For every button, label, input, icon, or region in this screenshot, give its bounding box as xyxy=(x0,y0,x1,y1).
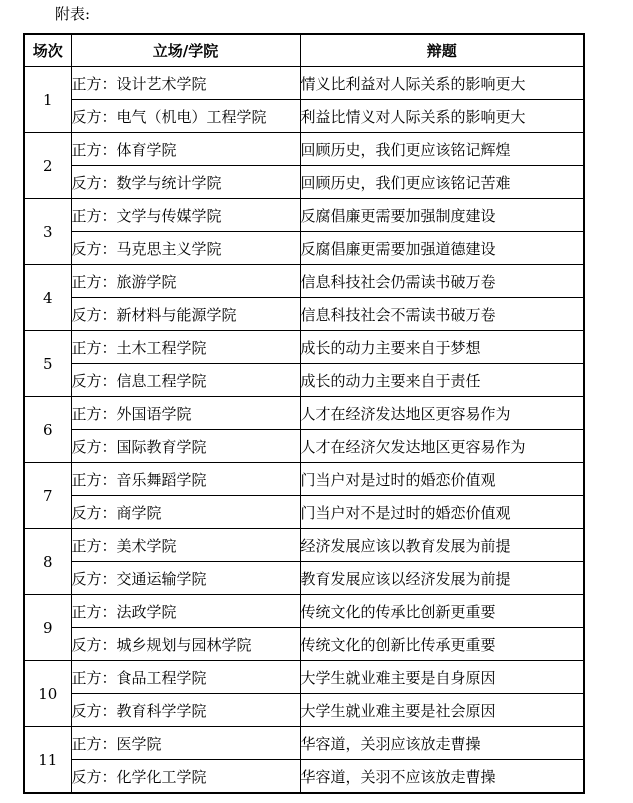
table-row xyxy=(24,595,584,628)
debate-topic-cell: 传统文化的传承比创新更重要 xyxy=(300,595,584,628)
debate-schedule-table xyxy=(23,33,585,794)
session-number-cell: 7 xyxy=(24,463,71,529)
position-college-cell: 正方：土木工程学院 xyxy=(71,331,300,364)
table-row xyxy=(24,232,584,265)
debate-topic-cell: 华容道，关羽不应该放走曹操 xyxy=(300,760,584,794)
table-row xyxy=(24,628,584,661)
position-college-cell: 正方：音乐舞蹈学院 xyxy=(71,463,300,496)
session-number-cell: 1 xyxy=(24,67,71,133)
table-row xyxy=(24,397,584,430)
table-row xyxy=(24,166,584,199)
position-college-cell: 反方：电气（机电）工程学院 xyxy=(71,100,300,133)
position-college-cell: 反方：信息工程学院 xyxy=(71,364,300,397)
table-row xyxy=(24,67,584,100)
position-college-cell: 反方：交通运输学院 xyxy=(71,562,300,595)
debate-topic-cell: 门当户对是过时的婚恋价值观 xyxy=(300,463,584,496)
debate-topic-cell: 成长的动力主要来自于梦想 xyxy=(300,331,584,364)
position-college-cell: 正方：体育学院 xyxy=(71,133,300,166)
table-row xyxy=(24,298,584,331)
debate-table-body xyxy=(24,67,584,794)
table-row xyxy=(24,529,584,562)
session-number-cell: 3 xyxy=(24,199,71,265)
column-header-topic: 辩题 xyxy=(300,34,584,67)
debate-topic-cell: 传统文化的创新比传承更重要 xyxy=(300,628,584,661)
table-row xyxy=(24,661,584,694)
position-college-cell: 反方：数学与统计学院 xyxy=(71,166,300,199)
position-college-cell: 正方：旅游学院 xyxy=(71,265,300,298)
table-row xyxy=(24,364,584,397)
table-row xyxy=(24,463,584,496)
position-college-cell: 反方：国际教育学院 xyxy=(71,430,300,463)
position-college-cell: 正方：美术学院 xyxy=(71,529,300,562)
debate-topic-cell: 华容道，关羽应该放走曹操 xyxy=(300,727,584,760)
table-row xyxy=(24,760,584,794)
table-header-row xyxy=(24,34,584,67)
session-number-cell: 10 xyxy=(24,661,71,727)
table-row xyxy=(24,430,584,463)
table-row xyxy=(24,694,584,727)
debate-topic-cell: 门当户对不是过时的婚恋价值观 xyxy=(300,496,584,529)
session-number-cell: 9 xyxy=(24,595,71,661)
session-number-cell: 11 xyxy=(24,727,71,794)
debate-topic-cell: 回顾历史，我们更应该铭记苦难 xyxy=(300,166,584,199)
table-row xyxy=(24,265,584,298)
debate-topic-cell: 人才在经济发达地区更容易作为 xyxy=(300,397,584,430)
column-header-session: 场次 xyxy=(24,34,71,67)
position-college-cell: 反方：新材料与能源学院 xyxy=(71,298,300,331)
column-header-position-college: 立场/学院 xyxy=(71,34,300,67)
table-row xyxy=(24,100,584,133)
debate-topic-cell: 教育发展应该以经济发展为前提 xyxy=(300,562,584,595)
debate-topic-cell: 大学生就业难主要是社会原因 xyxy=(300,694,584,727)
position-college-cell: 正方：设计艺术学院 xyxy=(71,67,300,100)
session-number-cell: 8 xyxy=(24,529,71,595)
debate-topic-cell: 成长的动力主要来自于责任 xyxy=(300,364,584,397)
position-college-cell: 正方：文学与传媒学院 xyxy=(71,199,300,232)
debate-topic-cell: 经济发展应该以教育发展为前提 xyxy=(300,529,584,562)
session-number-cell: 4 xyxy=(24,265,71,331)
session-number-cell: 2 xyxy=(24,133,71,199)
table-row xyxy=(24,727,584,760)
debate-topic-cell: 反腐倡廉更需要加强制度建设 xyxy=(300,199,584,232)
debate-topic-cell: 回顾历史，我们更应该铭记辉煌 xyxy=(300,133,584,166)
debate-topic-cell: 人才在经济欠发达地区更容易作为 xyxy=(300,430,584,463)
debate-topic-cell: 大学生就业难主要是自身原因 xyxy=(300,661,584,694)
debate-topic-cell: 信息科技社会不需读书破万卷 xyxy=(300,298,584,331)
debate-topic-cell: 反腐倡廉更需要加强道德建设 xyxy=(300,232,584,265)
position-college-cell: 正方：医学院 xyxy=(71,727,300,760)
session-number-cell: 6 xyxy=(24,397,71,463)
position-college-cell: 正方：法政学院 xyxy=(71,595,300,628)
attached-table-label: 附表: xyxy=(55,5,91,23)
table-row xyxy=(24,496,584,529)
table-row xyxy=(24,199,584,232)
debate-topic-cell: 信息科技社会仍需读书破万卷 xyxy=(300,265,584,298)
debate-topic-cell: 利益比情义对人际关系的影响更大 xyxy=(300,100,584,133)
position-college-cell: 反方：化学化工学院 xyxy=(71,760,300,794)
position-college-cell: 反方：教育科学学院 xyxy=(71,694,300,727)
table-row xyxy=(24,331,584,364)
position-college-cell: 正方：外国语学院 xyxy=(71,397,300,430)
table-row xyxy=(24,133,584,166)
session-number-cell: 5 xyxy=(24,331,71,397)
debate-topic-cell: 情义比利益对人际关系的影响更大 xyxy=(300,67,584,100)
position-college-cell: 正方：食品工程学院 xyxy=(71,661,300,694)
position-college-cell: 反方：商学院 xyxy=(71,496,300,529)
position-college-cell: 反方：马克思主义学院 xyxy=(71,232,300,265)
table-row xyxy=(24,562,584,595)
position-college-cell: 反方：城乡规划与园林学院 xyxy=(71,628,300,661)
